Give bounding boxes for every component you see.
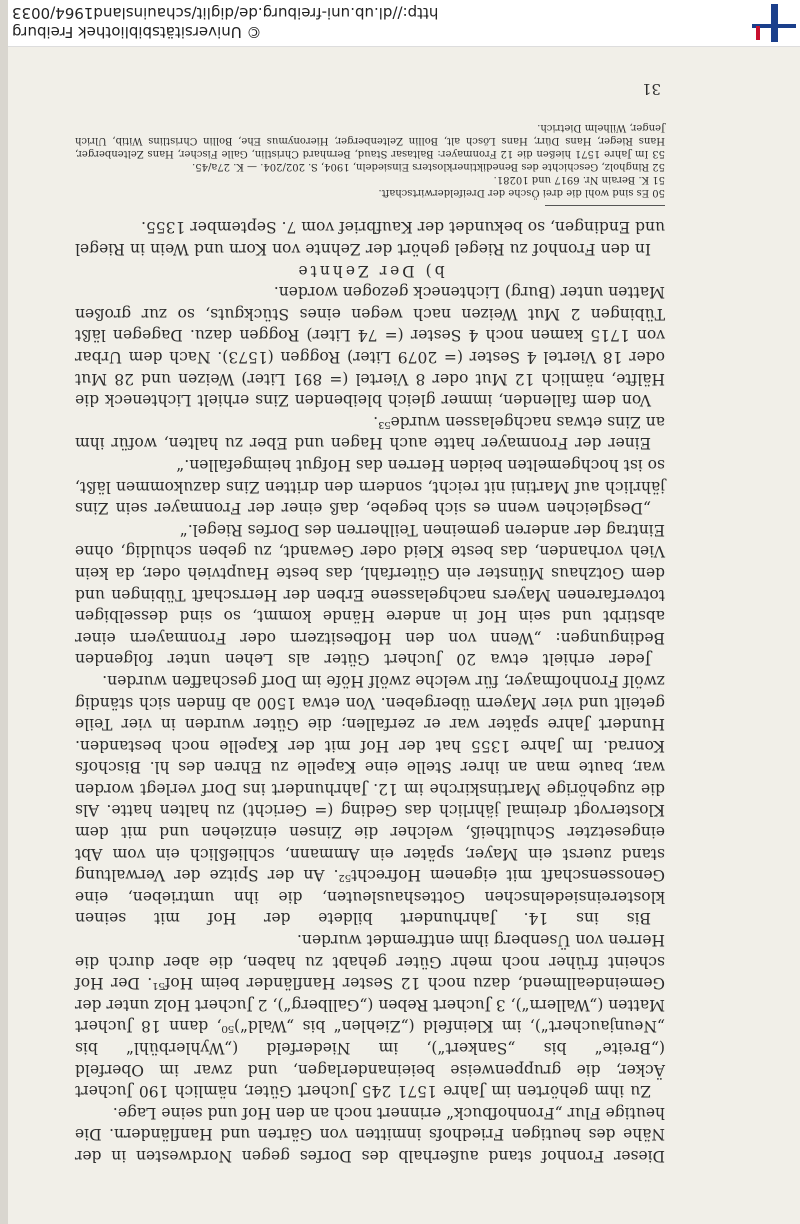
source-url-link[interactable]: http://dl.ub.uni-freiburg.de/diglit/schauinsland1964/0033 [12,4,439,22]
paragraph-2: Zu ihm gehörten im Jahre 1571 245 Juchert Güter, nämlich 190 Juchert Äcker, die gruppenweise beieinanderlagen, und zwar im Oberfeld („Breite“ bis „Sankert“), im Niederfeld („Wyhlerbühl“ bis „Neunjauchert“), im Kleinfeld („Ziehlen“ bis „Wald“)⁵⁰, dann 18 Juchert Matten („Wallern“), 3 Juchert Reben („Gallberg“), 2 Juchert Holz unter der Gemeindeallmend, dazu noch 12 Sester Hanfländer beim Hof⁵¹. Der Hof scheint früher noch mehr Güter gehabt zu haben, die aber durch die Herren von Üsenberg ihm entfremdet wurden. [75,931,665,1101]
copyright-text: © Universitätsbibliothek Freiburg [12,23,262,41]
page-number: 31 [641,79,661,98]
footnote-50: 50 Es sind wohl die drei Ösche der Dreifelderwirtschaft. [378,186,665,198]
footnotes [75,121,665,199]
footnote-53: 53 Im Jahre 1571 hießen die 12 Fronmayer: Baltasar Staud, Bernhard Christlin, Galle Fischer, Hans Zeltenberger, Hans Rieger, Hans Dürr, Hans Lösch alt, Bollin Zeltenberger, Hieronymus Ehe, Bollin Christlins Witib, Ulrich Jenger, Wilhelm Dietrich. [75,121,665,159]
footnote-rule [545,205,665,206]
page-body [75,77,665,1166]
paragraph-3: Bis ins 14. Jahrhundert bildete der Hof mit seinen klostereinsiedelnschen Gotteshausleuten, die ihn umtrieben, eine Genossenschaft mit eigenem Hofrecht⁵². An der Spitze der Verwaltung stand zuerst ein Mayer, später ein Ammann, schließlich ein vom Abt eingesetzter Schultheiß, welcher die Zinsen einziehen und mit dem Klostervogt dreimal jährlich das Geding (= Gericht) zu halten hatte. Als die zugehörige Martinskirche im 12. Jahrhundert ins Dorf verlegt worden war, baute man an ihrer Stelle eine Kapelle zu Ehren des hl. Bischofs Konrad. Im Jahre 1355 hat der Hof mit der Kapelle noch bestanden. Hundert Jahre später war er zerfallen; die Güter wurden in vier Teile geteilt und vier Mayern übergeben. Von etwa 1500 ab finden sich ständig zwölf Fronhofmayer, für welche zwölf Höfe im Dorf geschaffen wurden. [75,671,665,928]
footnote-51: 51 K. Berain Nr. 6917 und 10281. [493,173,665,185]
scan-edge [0,0,8,1224]
paragraph-1: Dieser Fronhof stand außerhalb des Dorfes gegen Nordwesten in der Nähe des heutigen Friedhofs inmitten von Gärten und Hanfländern. Die heutige Flur „Fronhofbuck“ erinnert noch an den Hof und seine Lage. [75,1103,665,1165]
source-bar [0,0,800,47]
paragraph-5: „Desgleichen wenn es sich begebe, daß einer der Fronmayer sein Zins jährlich auf Martini nit reicht, sondern den dritten Zins dazukommen läßt, so ist hochgemelten beiden Herren das Hofgut heimgefallen.“ [75,456,665,518]
footnote-52: 52 Ringholz, Geschichte des Benediktinerklosters Einsiedeln, 1904, S. 202/204. — K. 27a/45. [192,160,665,172]
paragraph-7: Von dem fallenden, immer gleich bleibenden Zins erhielt Lichteneck die Hälfte, nämlich 12 Mut oder 8 Viertel (= 891 Liter) Weizen und 28 Mut oder 18 Viertel 4 Sester (= 2079 Liter) Roggen (1573). Nach dem Urbar von 1715 kamen noch 4 Sester (= 74 Liter) Roggen dazu. Dagegen läßt Tübingen 2 Mut Weizen nach wegen eines Stückguts, so zur großen Matten unter (Burg) Lichteneck gezogen worden. [75,283,665,410]
paragraph-4: Jeder erhielt etwa 20 Juchert Güter als Lehen unter folgenden Bedingungen: „Wenn von den Hofbesitzern oder Fronmayern einer abstirbt und sein Hof in andere Hände kommt, so sind desselbigen totverfarenen Mayers nachgelassene Erben der Herrschaft Tübingen und dem Gotzhaus Münster ein Güterfahl, das beste Hauptvieh oder, da kein Vieh vorhanden, das beste Kleid oder Gewandt, zu geben schuldig, ohne Eintrag der anderen gemeinen Teilherren des Dorfes Riegel.“ [75,520,665,669]
paragraph-6: Einer der Fronmayer hatte auch Hagen und Eber zu halten, wofür ihm an Zins etwas nachgelassen wurde⁵³. [75,412,665,453]
university-logo-icon [748,4,796,42]
section-heading: b) Der Zehnte [295,261,445,280]
section-paragraph: In den Fronhof zu Riegel gehört der Zehnte von Korn und Wein in Riegel und Endingen, so bekundet der Kaufbrief vom 7. September 1355. [75,218,665,259]
